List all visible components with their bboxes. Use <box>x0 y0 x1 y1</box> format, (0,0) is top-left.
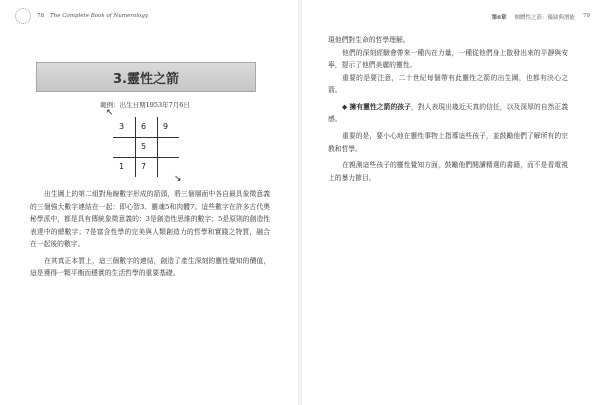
left-body-text <box>30 188 270 280</box>
grid-cell-bottom-middle: 7 <box>141 162 147 171</box>
bullet-diamond-icon: ◆ <box>342 102 348 111</box>
grid-cell-bottom-left: 1 <box>119 162 125 171</box>
section-title-box <box>36 62 256 92</box>
paragraph: 現他們對生命的哲學理解。 <box>328 36 410 44</box>
highlight-rest: ，對人表現出幾近天真的信任，以及深厚的自然正義感。 <box>328 102 569 124</box>
birth-chart-grid <box>113 117 179 177</box>
arrow-upper-left-icon: ↖ <box>106 108 114 118</box>
left-page-number: 78 <box>37 13 44 19</box>
right-page-number: 79 <box>583 13 590 19</box>
section-title: 3.靈性之箭 <box>113 71 179 87</box>
right-body-text <box>328 34 568 184</box>
paragraph: 重要的是，要小心地在靈性事物上指導這些孩子，並鼓勵他們了解所有的宗教和哲學。 <box>328 131 568 153</box>
grid-cell-center: 5 <box>141 142 147 151</box>
highlight-lead: 擁有靈性之箭的孩子 <box>349 102 411 111</box>
left-running-header <box>15 10 148 22</box>
example-caption: 範例：出生日期1953年7月6日 <box>100 101 190 109</box>
right-chapter-label: 第6章 <box>491 15 507 21</box>
dotted-circle-ornament-icon <box>15 8 31 24</box>
grid-cell-top-left: 3 <box>119 122 125 131</box>
right-running-header <box>492 13 590 21</box>
grid-line <box>113 137 179 138</box>
left-running-title: The Complete Book of Numerology <box>50 13 149 19</box>
grid-line <box>157 117 158 177</box>
paragraph: 在親測這些孩子的靈性覺知方面，鼓勵他們閱讀精選的書籍，而不是看電視上的暴力節目。 <box>328 161 568 182</box>
paragraph: 重要的是要注意，二十世紀每個帶有此靈性之箭的出生圖，也都有決心之箭。 <box>328 73 568 95</box>
grid-line <box>113 157 179 158</box>
grid-line <box>135 117 136 177</box>
highlight-paragraph <box>328 101 568 126</box>
grid-cell-top-middle: 6 <box>141 122 147 131</box>
right-chapter-title: 個體性之箭：優缺與潛能 <box>514 15 575 21</box>
paragraph: 出生圖上的第二組對角線數字形成的箭頭，將三個層面中各自最具象徵意義的三個強大數字連結在一起：即心智3、靈魂5和肉體7。這些數字在許多古代奧秘學派中，都是具有傳統象徵意義的：3是創造性思維的數字；5是原則的創造性表達中的總數字；7是富含性學的完美與人類創造力的哲學和實踐之特質，融合在一起後的數字。 <box>30 190 270 249</box>
arrow-lower-right-icon: ↘ <box>174 174 182 184</box>
paragraph: 他們的深刻經驗會帶來一種內在力量，一種從他們身上散發出來的平靜與安寧，提示了他們美麗的靈性。 <box>328 48 568 70</box>
paragraph: 在其真正本質上，這三個數字的連結，創造了產生深刻的靈性覺知的價值，這是獲得一顆平衡而穩實的生活哲學的重要基礎。 <box>30 256 270 278</box>
grid-cell-top-right: 9 <box>163 122 169 131</box>
